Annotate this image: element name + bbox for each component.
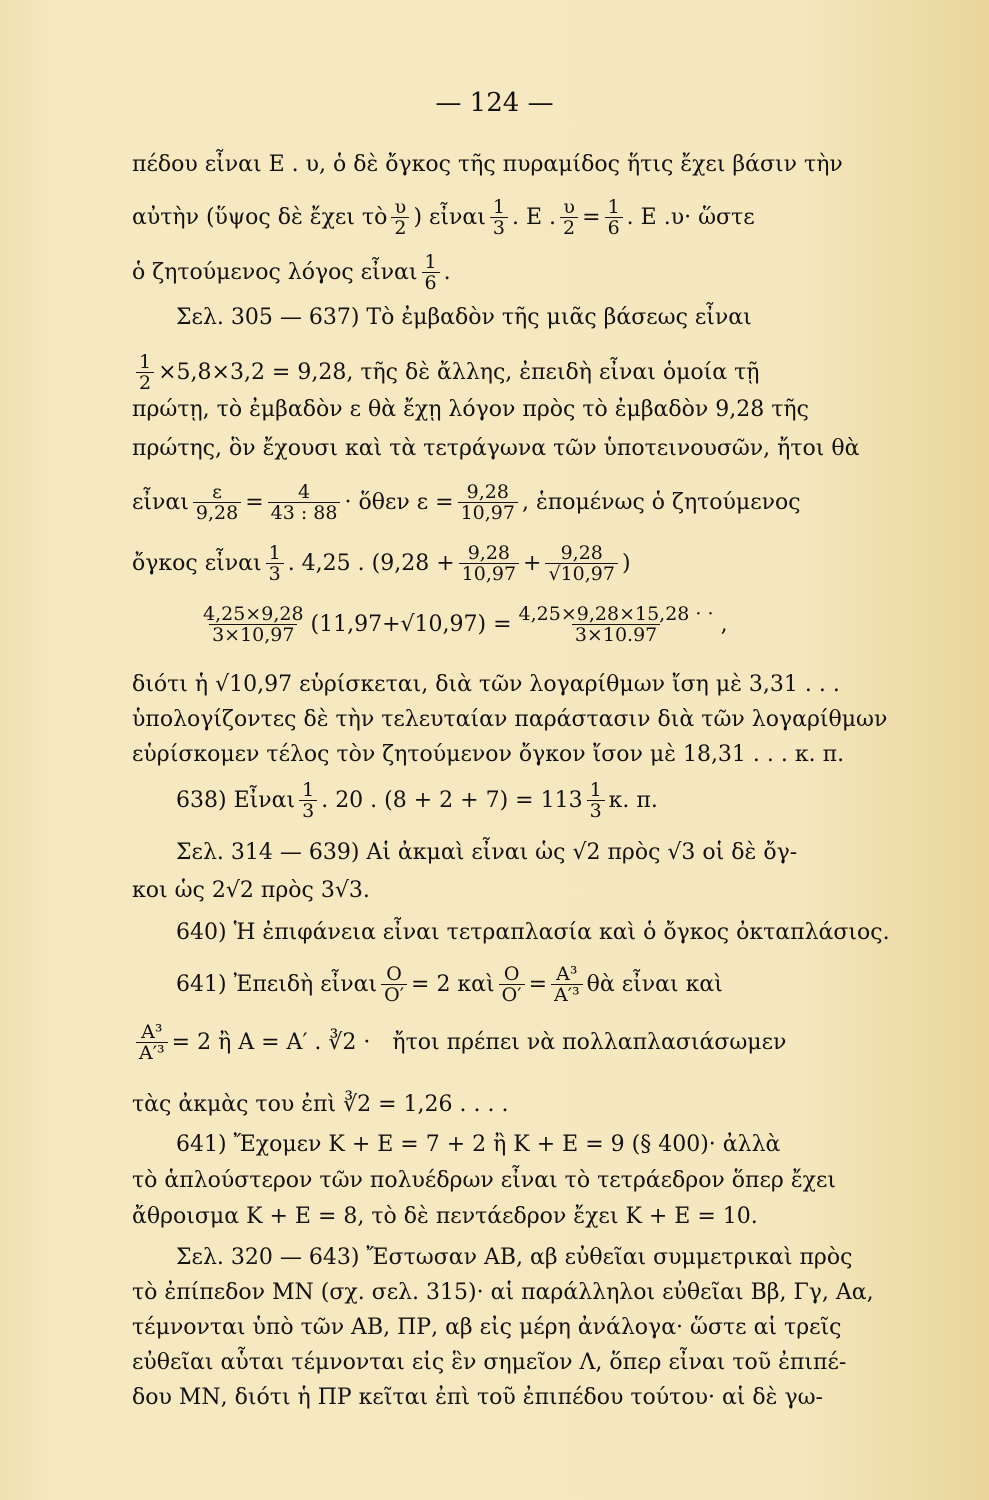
text-line: ἄθροισμα Κ + Ε = 8, τὸ δὲ πεντάεδρον ἔχει Κ + Ε = 10.	[132, 1204, 758, 1229]
text-segment: , ἑπομένως ὁ ζητούμενος	[521, 489, 801, 515]
text-line: Σελ. 305 — 637) Τὸ ἐμβαδὸν τῆς μιᾶς βάσεως εἶναι	[176, 305, 752, 330]
text-segment: ) εἶναι	[413, 204, 486, 230]
formula-line	[176, 780, 912, 821]
fraction: $\frac{\text{Α³}}{\text{Α′³}}$	[136, 1022, 168, 1063]
fraction: $\frac{4,25\times 9,28}{3\times 10,97}$	[203, 603, 304, 646]
text-segment: . 20 . (8 + 2 + 7) = 113	[321, 787, 583, 813]
formula-line	[132, 543, 912, 584]
fraction: $\frac{1}{3}$	[299, 780, 317, 821]
fraction: $\frac{\upsilon}{2}$	[560, 197, 578, 238]
equals-sign: =	[528, 971, 547, 997]
text-segment: ἤτοι πρέπει νὰ πολλαπλασιάσωμεν	[392, 1029, 787, 1055]
text-segment: . 4,25 . (9,28 +	[287, 550, 455, 576]
text-segment: = 2 ἢ Α = Α′ . ∛2 ·	[171, 1029, 371, 1055]
text-line: εὑρίσκομεν τέλος τὸν ζητούμενον ὄγκον ἴσον μὲ 18,31 . . . κ. π.	[132, 742, 845, 767]
formula-line	[132, 197, 912, 238]
text-segment: +	[523, 550, 542, 576]
fraction: $\frac{1}{2}$	[136, 352, 154, 393]
text-line: τέμνονται ὑπὸ τῶν ΑΒ, ΠΡ, αβ εἰς μέρη ἀνάλογα· ὥστε αἱ τρεῖς	[132, 1315, 842, 1340]
text-line: τὸ ἐπίπεδον ΜΝ (σχ. σελ. 315)· αἱ παράλληλοι εὐθεῖαι Ββ, Γγ, Αα,	[132, 1280, 874, 1305]
text-line: τὰς ἀκμὰς του ἐπὶ ∛2 = 1,26 . . . .	[132, 1092, 509, 1117]
equals-sign: =	[245, 489, 264, 515]
fraction: $\frac{4}{43 : 88}$	[268, 482, 341, 523]
fraction: $\frac{\upsilon}{2}$	[391, 197, 409, 238]
text-line: 640) Ἡ ἐπιφάνεια εἶναι τετραπλασία καὶ ὁ ὄγκος ὀκταπλάσιος.	[176, 920, 890, 945]
text-line: εὐθεῖαι αὗται τέμνονται εἰς ἓν σημεῖον Λ, ὅπερ εἶναι τοῦ ἐπιπέ-	[132, 1350, 847, 1375]
text-line: 641) Ἔχομεν Κ + Ε = 7 + 2 ἢ Κ + Ε = 9 (§ 400)· ἀλλὰ	[176, 1132, 781, 1157]
formula-line	[176, 964, 912, 1005]
fraction: $\frac{O}{O'}$	[381, 964, 407, 1005]
text-line: πέδου εἶναι Ε . υ, ὁ δὲ ὄγκος τῆς πυραμίδος ἥτις ἔχει βάσιν τὴν	[132, 152, 843, 177]
formula-line	[196, 604, 912, 645]
formula-line	[132, 1022, 912, 1063]
fraction: $\frac{1}{6}$	[605, 197, 623, 238]
text-line: Σελ. 314 — 639) Αἱ ἀκμαὶ εἶναι ὡς √2 πρὸς √3 οἱ δὲ ὄγ-	[176, 840, 798, 865]
text-segment: ,	[720, 611, 728, 637]
text-segment: κ. π.	[608, 787, 658, 813]
fraction: $\frac{\text{Α³}}{\text{Α′³}}$	[551, 964, 583, 1005]
text-segment: ὁ ζητούμενος λόγος εἶναι	[132, 259, 418, 285]
formula-line	[132, 252, 912, 293]
text-line: κοι ὡς 2√2 πρὸς 3√3.	[132, 878, 370, 903]
text-segment: αὐτὴν (ὕψος δὲ ἔχει τὸ	[132, 204, 388, 230]
text-line: ὑπολογίζοντες δὲ τὴν τελευταίαν παράστασιν διὰ τῶν λογαρίθμων	[132, 707, 888, 732]
fraction: $\frac{9,28}{10,97}$	[459, 543, 519, 584]
text-segment: θὰ εἶναι καὶ	[586, 971, 723, 997]
text-segment: )	[621, 550, 631, 576]
text-segment: . Ε .υ· ὥστε	[626, 204, 755, 230]
formula-line	[132, 352, 912, 393]
fraction: $\frac{1}{3}$	[266, 543, 284, 584]
text-line: δου ΜΝ, διότι ἡ ΠΡ κεῖται ἐπὶ τοῦ ἐπιπέδου τούτου· αἱ δὲ γω-	[132, 1385, 823, 1410]
text-segment: = 2 καὶ	[411, 971, 495, 997]
equals-sign: =	[582, 204, 601, 230]
fraction: $\frac{9,28}{√10,97}$	[545, 543, 618, 584]
text-segment: .	[443, 259, 451, 285]
fraction: $\frac{4,25\times 9,28\times 15,28 \cdot \cdot}{3\times 10.97}$	[518, 603, 714, 646]
text-segment: · ὅθεν ε =	[344, 489, 454, 515]
text-segment: (11,97+√10,97) =	[310, 611, 512, 637]
text-line: διότι ἡ √10,97 εὑρίσκεται, διὰ τῶν λογαρίθμων ἴση μὲ 3,31 . . .	[132, 672, 840, 697]
text-segment: εἶναι	[132, 489, 189, 515]
fraction: $\frac{9,28}{10,97}$	[458, 482, 518, 523]
text-line: πρώτῃ, τὸ ἐμβαδὸν ε θὰ ἔχῃ λόγον πρὸς τὸ ἐμβαδὸν 9,28 τῆς	[132, 397, 809, 422]
text-segment: 641) Ἐπειδὴ εἶναι	[176, 971, 378, 997]
fraction: $\frac{1}{6}$	[422, 252, 440, 293]
fraction: $\frac{1}{3}$	[490, 197, 508, 238]
text-line: Σελ. 320 — 643) Ἔστωσαν ΑΒ, αβ εὐθεῖαι συμμετρικαὶ πρὸς	[176, 1245, 853, 1270]
text-segment: 638) Εἶναι	[176, 787, 296, 813]
text-segment: ὄγκος εἶναι	[132, 550, 262, 576]
text-segment: . Ε .	[512, 204, 557, 230]
text-line: τὸ ἁπλούστερον τῶν πολυέδρων εἶναι τὸ τετράεδρον ὅπερ ἔχει	[132, 1168, 836, 1193]
fraction: $\frac{1}{3}$	[587, 780, 605, 821]
fraction: $\frac{\varepsilon}{9,28}$	[193, 482, 241, 523]
page-number: — 124 —	[435, 88, 554, 118]
text-line: πρώτης, ὃν ἔχουσι καὶ τὰ τετράγωνα τῶν ὑποτεινουσῶν, ἤτοι θὰ	[132, 436, 860, 461]
text-segment: ×5,8×3,2 = 9,28, τῆς δὲ ἄλλης, ἐπειδὴ εἶναι ὁμοία τῇ	[158, 359, 760, 385]
formula-line	[132, 482, 912, 523]
fraction: $\frac{O}{O'}$	[499, 964, 525, 1005]
